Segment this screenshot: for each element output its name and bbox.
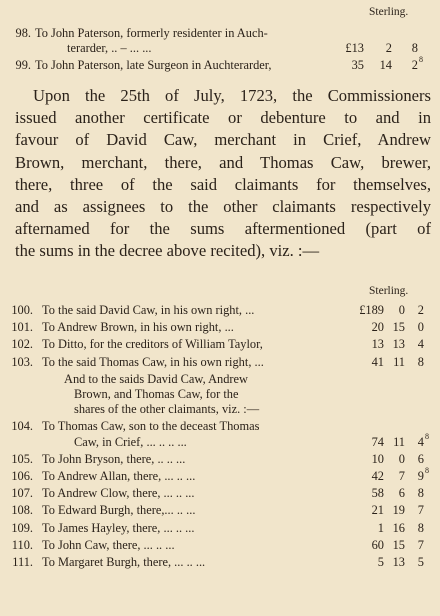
amount-pence: 2 [411, 58, 418, 72]
amount-pounds: 5 [377, 555, 384, 569]
amount-pence: 7 [417, 503, 424, 518]
sterling-header-top: Sterling. [369, 6, 409, 18]
amount-pounds: £13 [345, 41, 364, 55]
entry-description-line: To Andrew Allan, there, ... .. ... [42, 469, 196, 483]
entry-description-line: To Andrew Clow, there, ... .. ... [42, 486, 195, 501]
amount-shillings: 15 [392, 537, 405, 552]
amount-shillings: 11 [393, 354, 405, 369]
entry-description-line: shares of the other claimants, viz. :— [74, 402, 260, 417]
amount-pounds: 74 [371, 434, 384, 449]
amount-pence: 2 [417, 303, 424, 317]
paragraph-line: there, three of the said claimants for themselves, [15, 174, 431, 194]
paragraph-line: afternamed for the sums aftermentioned (part of [15, 219, 431, 239]
amount-pence: 0 [417, 320, 424, 335]
entry-number: 103. [11, 354, 33, 369]
amount-pounds: 58 [371, 486, 384, 501]
narrative-paragraph [15, 85, 431, 263]
sterling-header-bottom: Sterling. [369, 285, 409, 297]
entry-description-line: To the said Thomas Caw, in his own right, ... [42, 354, 264, 369]
entry-number: 105. [11, 451, 33, 466]
amount-pence: 8 [417, 520, 424, 535]
amount-pence: 7 [417, 537, 424, 552]
entry-description-line: To the said David Caw, in his own right, ... [42, 303, 255, 317]
entry-description-line: To John Bryson, there, .. .. ... [42, 451, 186, 466]
amount-pounds: 21 [371, 503, 384, 518]
amount-shillings: 0 [398, 451, 405, 466]
entry-description-line: Brown, and Thomas Caw, for the [74, 386, 239, 401]
entry-description-line: To James Hayley, there, ... .. ... [42, 520, 195, 535]
amount-shillings: 16 [392, 520, 405, 535]
entry-description-line: To Edward Burgh, there,... .. ... [42, 503, 196, 518]
entry-number: 104. [11, 419, 33, 434]
entry-number: 106. [11, 469, 33, 483]
entry-description-line: To Ditto, for the creditors of William Taylor, [42, 337, 263, 352]
entry-description-line: To Andrew Brown, in his own right, ... [42, 320, 234, 335]
entry-description-line: terarder, .. – ... ... [67, 41, 152, 55]
amount-pounds: 35 [351, 58, 364, 72]
entry-number: 110. [11, 537, 33, 552]
amount-pence: 9 [417, 469, 424, 483]
entry-number: 99. [15, 58, 31, 72]
entry-description-line: To Thomas Caw, son to the deceast Thomas [42, 419, 260, 434]
amount-shillings: 13 [392, 337, 405, 352]
amount-pounds: 13 [371, 337, 384, 352]
entry-number: 109. [11, 520, 33, 535]
paragraph-line: favour of David Caw, merchant in Crief, Andrew [15, 130, 431, 150]
entry-description-line: To Margaret Burgh, there, ... .. ... [42, 555, 206, 569]
amount-pence: 4 [417, 434, 424, 449]
amount-shillings: 11 [393, 434, 405, 449]
amount-shillings: 15 [392, 320, 405, 335]
amount-pence: 8 [411, 41, 418, 55]
document-page: Sterling. 98. To John Paterson, formerly residenter in Auch- terarder, .. – ... ... £13 2 8 99. To John Paterson, late Surgeon in Auchterarder, 35 14 2 8 Upon the 25th of July, 1723, the Commissioners issued another certificate or debenture to and in favour of David Caw, merchant in Crief, Andrew Brown, merchant, there, and Thomas Caw, brewer, there, three of the said claimants for themselves, and as assignees to the other claimants respectively afternamed for the sums aftermentioned (part of the sums in the decree above recited), viz. :— Sterling. 100. To the said David Caw, in his own right, ... £189 0 2 101. To Andrew Brown, in his own right, ... 20 15 0 102. To Ditto, for the creditors of William Taylor, 13 13 4 103. To the said Thomas Caw, in his own right, ... 41 11 8 And to the saids David Caw, Andrew Brown, and Thomas Caw, for the shares of the other claimants, viz. :— 104. To Thomas Caw, son to the deceast Thomas Caw, in Crief, ... .. .. ... 74 11 4 8 105. To John Bryson, there, .. .. ... 10 0 6 106. To Andrew Allan, there, ... .. ... 42 7 9 8 107. To Andrew Clow, there, ... .. ... 58 6 8 108. To Edward Burgh, there,... .. ... 21 19 7 109. To James Hayley, there, ... .. ... 1 16 8 110. To John Caw, there, ... .. ... 60 15 7 111. To Margaret Burgh, there, ... .. ... 5 13 5 [0, 0, 440, 616]
entry-number: 108. [11, 503, 33, 518]
amount-pence: 5 [417, 555, 424, 569]
amount-pounds: 42 [371, 469, 384, 483]
amount-pounds: 41 [371, 354, 384, 369]
amount-pence: 4 [417, 337, 424, 352]
entry-description-line: Caw, in Crief, ... .. .. ... [74, 434, 187, 449]
paragraph-line: issued another certificate or debenture to and in [15, 108, 431, 128]
paragraph-line: the sums in the decree above recited), viz. :— [15, 241, 320, 261]
amount-pence: 8 [417, 354, 424, 369]
amount-pounds: 1 [377, 520, 384, 535]
amount-shillings: 6 [398, 486, 405, 501]
entry-number: 102. [11, 337, 33, 352]
amount-shillings: 19 [392, 503, 405, 518]
entry-description-line: And to the saids David Caw, Andrew [64, 371, 248, 386]
amount-pounds: £189 [359, 303, 384, 317]
paragraph-line: and as assignees to the other claimants respectively [15, 196, 431, 216]
entry-number: 101. [11, 320, 33, 335]
amount-pence: 8 [417, 486, 424, 501]
amount-shillings: 0 [398, 303, 405, 317]
entry-number: 111. [12, 555, 33, 569]
amount-shillings: 13 [392, 555, 405, 569]
entry-description-line: To John Paterson, late Surgeon in Auchterarder, [35, 58, 272, 72]
amount-pounds: 60 [371, 537, 384, 552]
amount-pounds: 10 [371, 451, 384, 466]
amount-shillings: 7 [398, 469, 405, 483]
amount-pounds: 20 [371, 320, 384, 335]
amount-shillings: 2 [385, 41, 392, 55]
entry-number: 107. [11, 486, 33, 501]
entry-description-line: To John Paterson, formerly residenter in Auch- [35, 26, 268, 40]
paragraph-line: Upon the 25th of July, 1723, the Commissioners [33, 86, 431, 105]
entry-description-line: To John Caw, there, ... .. ... [42, 537, 175, 552]
paragraph-line: Brown, merchant, there, and Thomas Caw, brewer, [15, 152, 431, 172]
amount-shillings: 14 [379, 58, 392, 72]
entry-number: 100. [11, 303, 33, 317]
entry-number: 98. [15, 26, 31, 40]
amount-pence: 6 [417, 451, 424, 466]
